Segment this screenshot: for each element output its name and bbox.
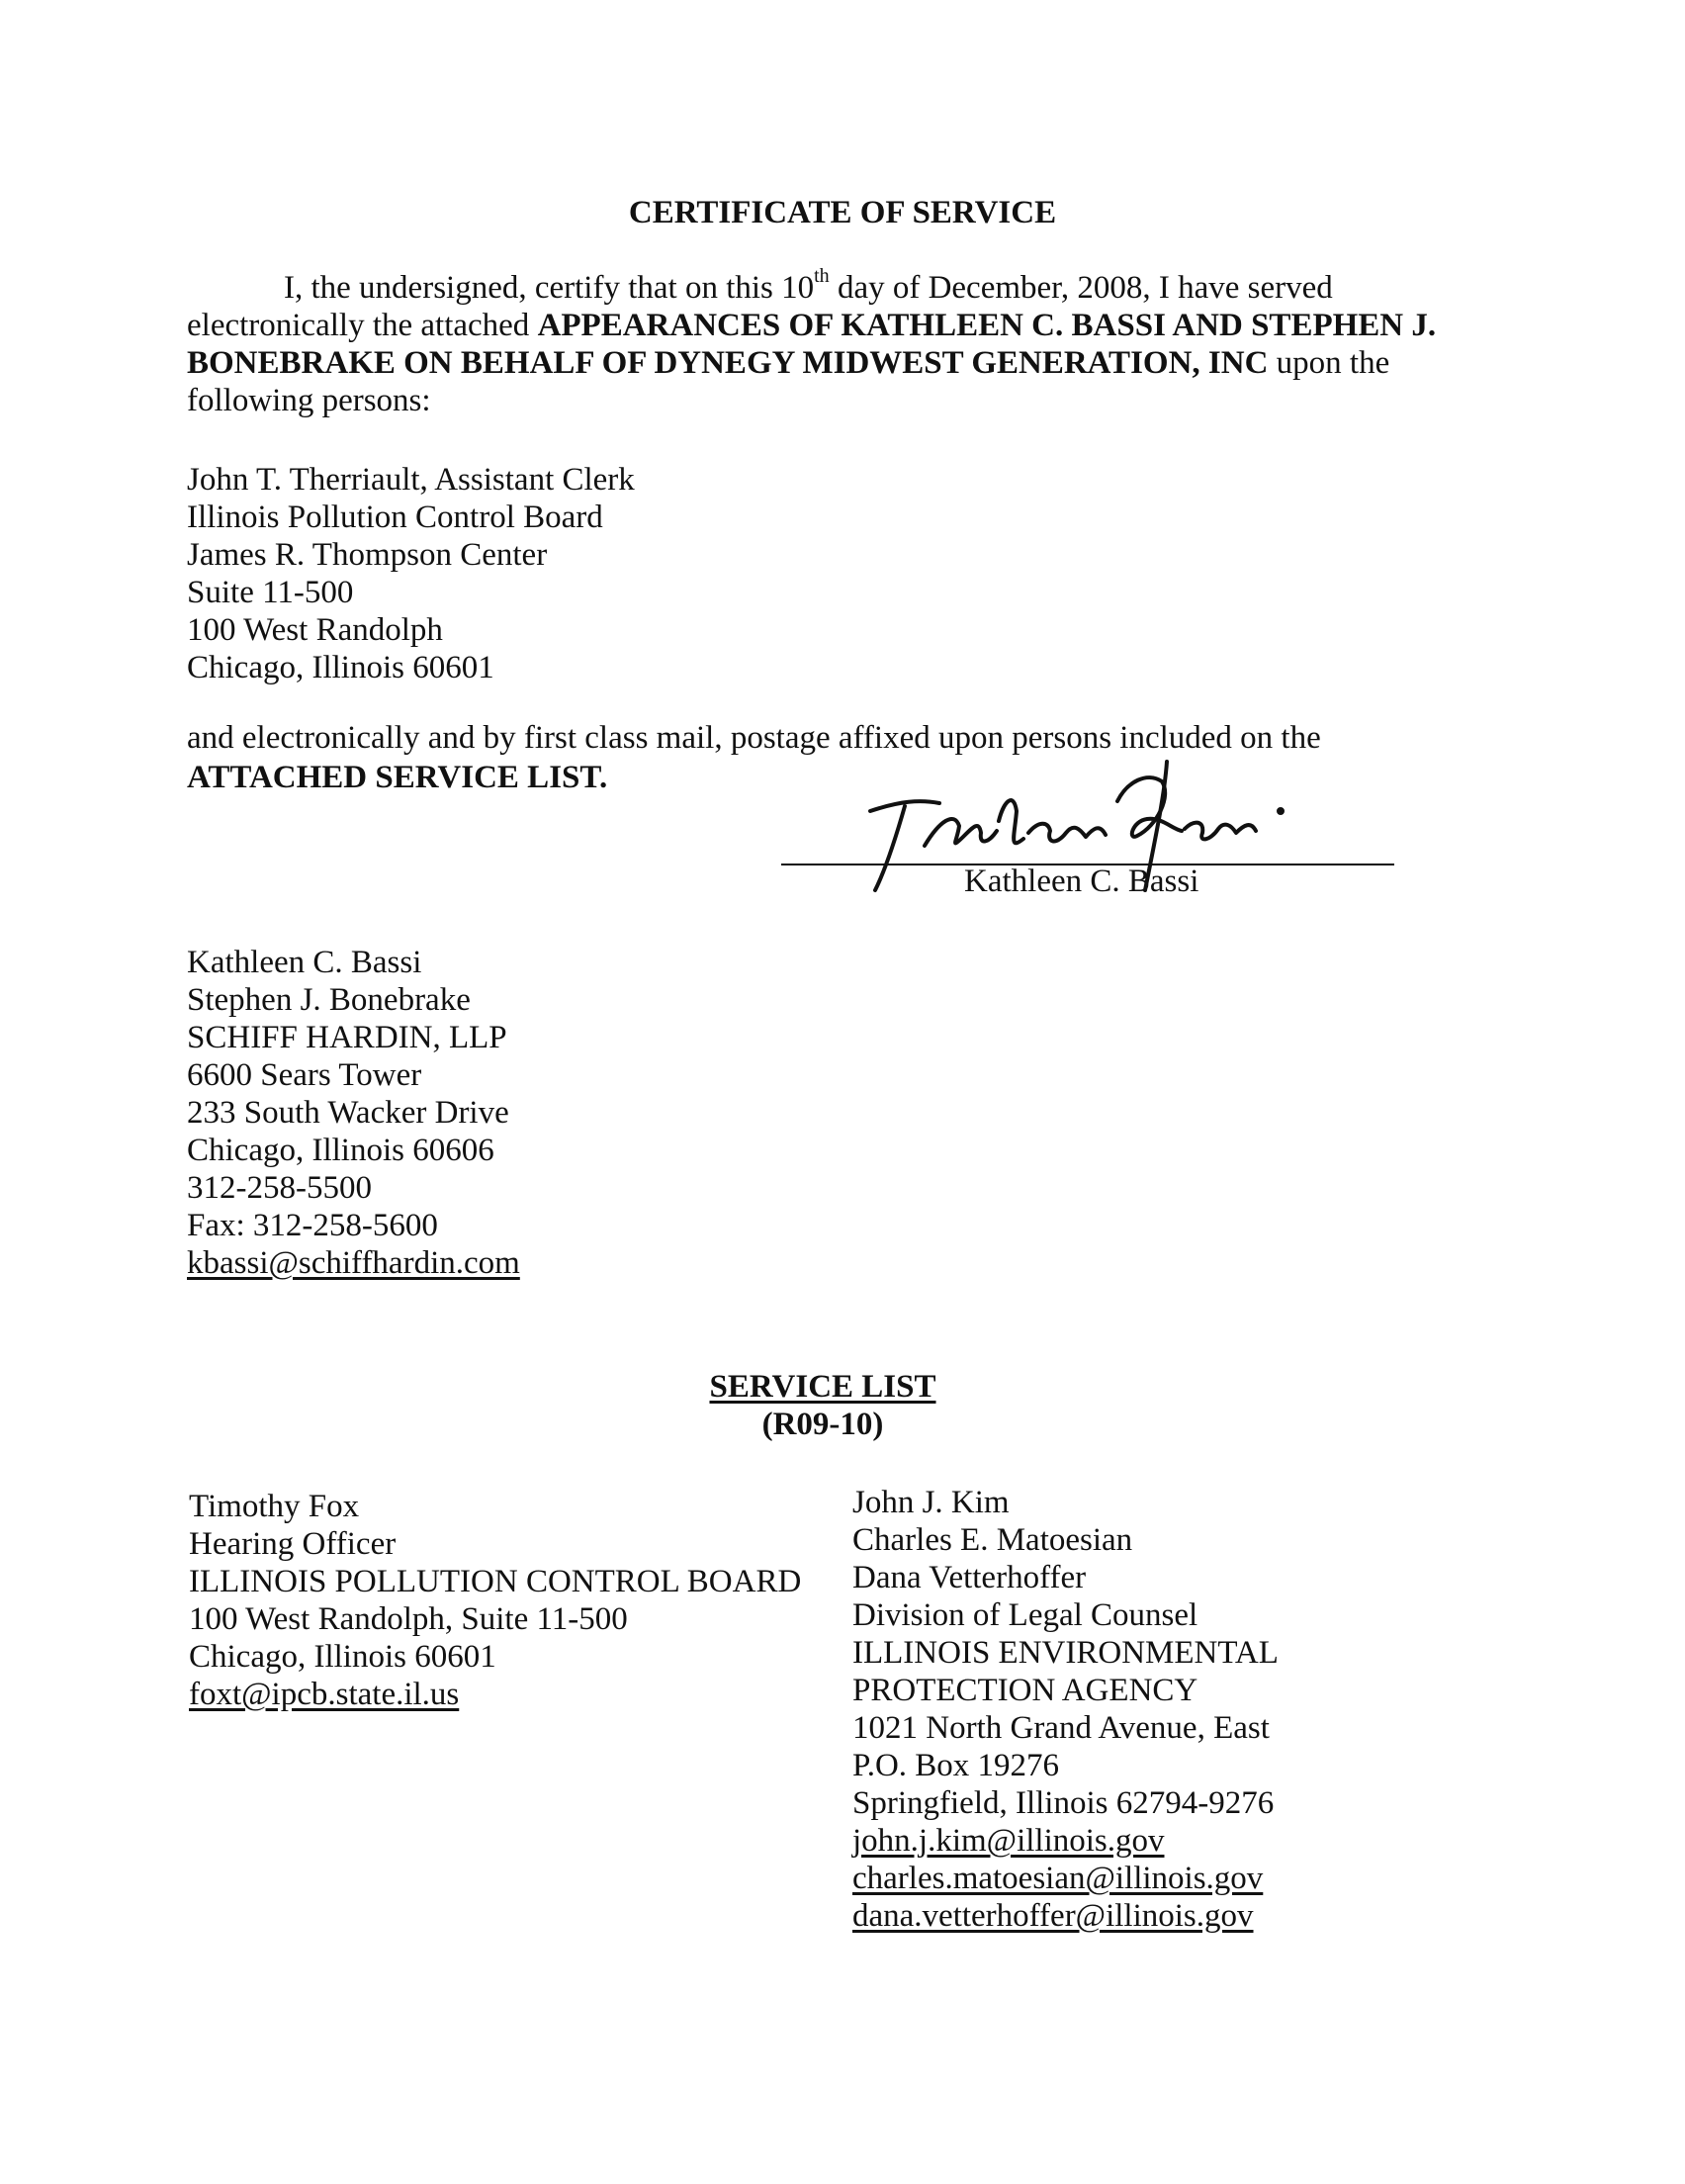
intro-line-2 bbox=[187, 307, 1436, 344]
party-line: Division of Legal Counsel bbox=[852, 1597, 1198, 1633]
sender-line: Stephen J. Bonebrake bbox=[187, 982, 471, 1018]
party-email-link[interactable]: charles.matoesian@illinois.gov bbox=[852, 1861, 1264, 1896]
intro-line-4: following persons: bbox=[187, 383, 431, 418]
document-title: CERTIFICATE OF SERVICE bbox=[628, 195, 1057, 230]
party-email-link[interactable]: dana.vetterhoffer@illinois.gov bbox=[852, 1898, 1254, 1934]
intro-line-1-post: day of December, 2008, I have served bbox=[829, 270, 1333, 306]
mail-line-1: and electronically and by first class mail, postage affixed upon persons included on the bbox=[187, 720, 1321, 756]
sender-line: Chicago, Illinois 60606 bbox=[187, 1133, 494, 1168]
intro-line-1-pre: I, the undersigned, certify that on this 10 bbox=[284, 270, 815, 306]
party-line: Timothy Fox bbox=[189, 1489, 360, 1524]
party-line: ILLINOIS ENVIRONMENTAL bbox=[852, 1635, 1279, 1671]
party-line: Charles E. Matoesian bbox=[852, 1522, 1133, 1558]
party-line: John J. Kim bbox=[852, 1485, 1010, 1520]
recipient-line: James R. Thompson Center bbox=[187, 537, 548, 573]
recipient-line: Chicago, Illinois 60601 bbox=[187, 650, 494, 685]
sender-line: Kathleen C. Bassi bbox=[187, 945, 422, 980]
party-line: Dana Vetterhoffer bbox=[852, 1560, 1087, 1595]
document-title-reference-cont: BONEBRAKE ON BEHALF OF DYNEGY MIDWEST GENERATION, INC bbox=[187, 345, 1269, 381]
sender-address bbox=[187, 944, 520, 1282]
intro-line-3-post: upon the bbox=[1268, 345, 1390, 381]
sender-line: 312-258-5500 bbox=[187, 1170, 372, 1206]
party-line: Chicago, Illinois 60601 bbox=[189, 1639, 496, 1675]
recipient-address bbox=[187, 461, 635, 686]
recipient-line: 100 West Randolph bbox=[187, 612, 443, 648]
intro-line-3 bbox=[187, 344, 1389, 382]
party-line: Hearing Officer bbox=[189, 1526, 397, 1562]
service-party-right bbox=[852, 1484, 1279, 1935]
party-line: PROTECTION AGENCY bbox=[852, 1673, 1198, 1708]
document-title-reference: APPEARANCES OF KATHLEEN C. BASSI AND STEPHEN J. bbox=[537, 308, 1437, 343]
intro-superscript: th bbox=[814, 265, 830, 287]
recipient-line: John T. Therriault, Assistant Clerk bbox=[187, 462, 635, 498]
recipient-line: Suite 11-500 bbox=[187, 575, 354, 610]
sender-line: 233 South Wacker Drive bbox=[187, 1095, 509, 1131]
sender-line: 6600 Sears Tower bbox=[187, 1057, 422, 1093]
party-line: Springfield, Illinois 62794-9276 bbox=[852, 1785, 1275, 1821]
party-line: ILLINOIS POLLUTION CONTROL BOARD bbox=[189, 1564, 802, 1599]
mail-line-2: ATTACHED SERVICE LIST. bbox=[187, 760, 608, 795]
intro-line-1 bbox=[284, 265, 1333, 307]
recipient-line: Illinois Pollution Control Board bbox=[187, 500, 603, 535]
signer-printed-name: Kathleen C. Bassi bbox=[964, 864, 1199, 899]
intro-line-2-pre: electronically the attached bbox=[187, 308, 538, 343]
party-line: 1021 North Grand Avenue, East bbox=[852, 1710, 1270, 1746]
sender-line: SCHIFF HARDIN, LLP bbox=[187, 1020, 507, 1055]
party-email-link[interactable]: john.j.kim@illinois.gov bbox=[852, 1823, 1165, 1859]
party-email-link[interactable]: foxt@ipcb.state.il.us bbox=[189, 1677, 460, 1712]
sender-email-link[interactable]: kbassi@schiffhardin.com bbox=[187, 1245, 520, 1281]
service-party-left bbox=[189, 1488, 801, 1713]
service-list-docket: (R09-10) bbox=[761, 1407, 884, 1442]
service-list-heading: SERVICE LIST bbox=[709, 1369, 936, 1405]
party-line: 100 West Randolph, Suite 11-500 bbox=[189, 1601, 628, 1637]
sender-line: Fax: 312-258-5600 bbox=[187, 1208, 438, 1243]
party-line: P.O. Box 19276 bbox=[852, 1748, 1060, 1783]
